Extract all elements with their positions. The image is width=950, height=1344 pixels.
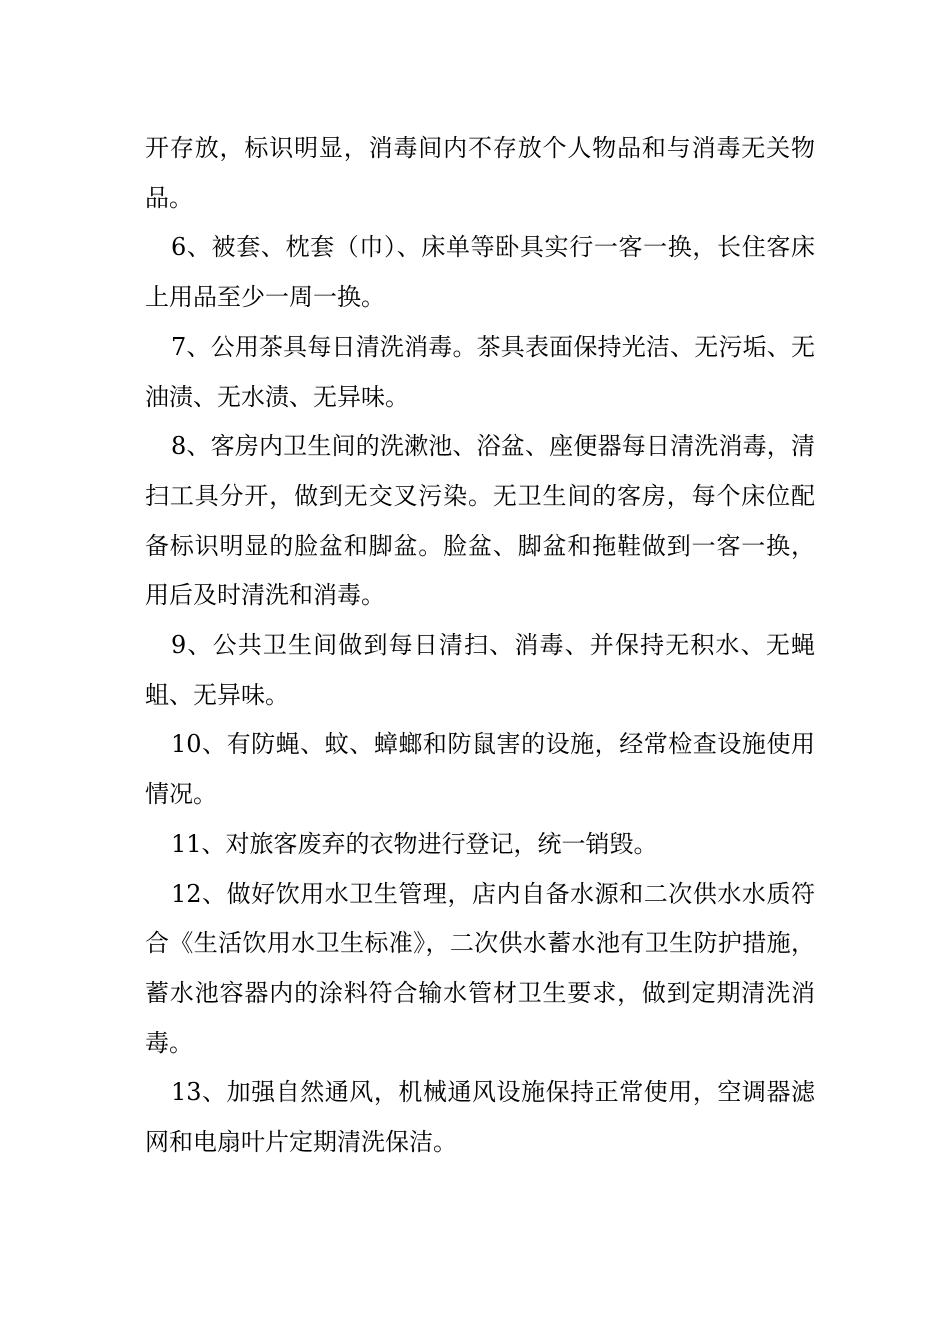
paragraph-item-9: 9、公共卫生间做到每日清扫、消毒、并保持无积水、无蝇蛆、无异味。 [145,631,815,709]
paragraph-item-6: 6、被套、枕套（巾）、床单等卧具实行一客一换，长住客床上用品至少一周一换。 [145,233,815,312]
paragraph-item-7: 7、公用茶具每日清洗消毒。茶具表面保持光洁、无污垢、无油渍、无水渍、无异味。 [145,332,815,411]
paragraph-item-10: 10、有防蝇、蚊、蟑螂和防鼠害的设施，经常检查设施使用情况。 [145,730,815,809]
paragraph-item-12: 12、做好饮用水卫生管理，店内自备水源和二次供水水质符合《生活饮用水卫生标准》，二次供水蓄水池有卫生防护措施，蓄水池容器内的涂料符合输水管材卫生要求，做到定期清洗消毒。 [145,879,815,1057]
paragraph-continued: 开存放，标识明显，消毒间内不存放个人物品和与消毒无关物品。 [145,134,815,212]
paragraph-item-11: 11、对旅客废弃的衣物进行登记，统一销毁。 [171,829,658,858]
paragraph-item-13: 13、加强自然通风，机械通风设施保持正常使用，空调器滤网和电扇叶片定期清洗保洁。 [145,1078,815,1157]
paragraph-item-8: 8、客房内卫生间的洗漱池、浴盆、座便器每日清洗消毒，清扫工具分开，做到无交叉污染。无卫生间的客房，每个床位配备标识明显的脸盆和脚盆。脸盆、脚盆和拖鞋做到一客一换，用后及时清洗和消毒。 [145,432,815,610]
document-body [145,124,815,1168]
